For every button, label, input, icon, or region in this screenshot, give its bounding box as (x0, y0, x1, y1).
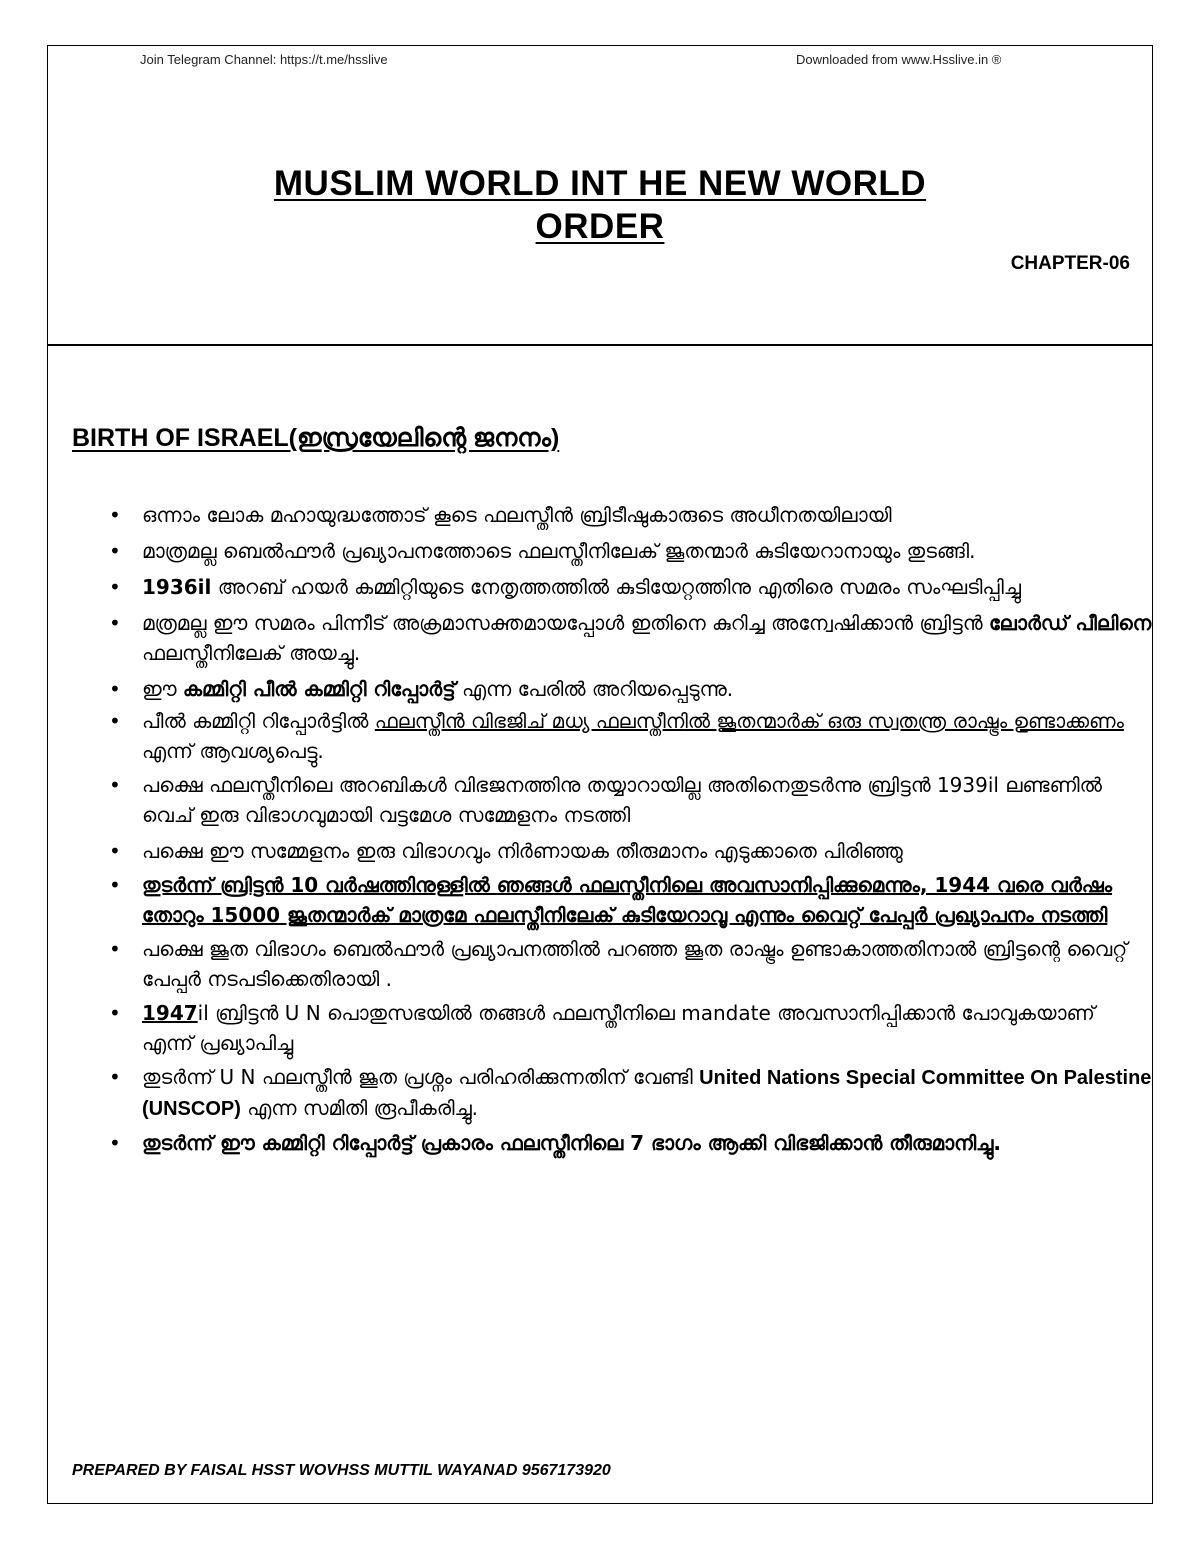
list-item: • പീൽ കമ്മിറ്റി റിപ്പോർട്ടിൽ ഫലസ്തീൻ വിഭജിച് മധ്യ ഫലസ്തീനിൽ ജൂതന്മാർക് ഒരു സ്വതന്ത്ര രാഷ്ട്രം ഉണ്ടാക്കണം എന്ന് ആവശ്യപെട്ടു. (142, 706, 1152, 766)
list-item: • മത്രമല്ല ഈ സമരം പിന്നീട് അക്രമാസക്തമായപ്പോൾ ഇതിനെ കുറിച്ച അന്വേഷിക്കാൻ ബ്രിട്ടൻ ലോർഡ് പീലിനെ ഫലസ്തീനിലേക് അയച്ചു. (142, 608, 1152, 668)
bullet-icon: • (109, 709, 121, 733)
bullet-icon: • (109, 503, 121, 527)
download-notice: Downloaded from www.Hsslive.in ® (796, 52, 1002, 67)
bullet-icon: • (109, 611, 121, 635)
header-divider (47, 344, 1153, 346)
bullet-icon: • (109, 1001, 121, 1025)
footer-credit: PREPARED BY FAISAL HSST WOVHSS MUTTIL WAYANAD 9567173920 (72, 1462, 611, 1479)
list-item: • തുടർന്ന് ബ്രിട്ടൻ 10 വർഷത്തിനുള്ളിൽ ഞങ്ങൾ ഫലസ്തീനിലെ അവസാനിപ്പിക്കുമെന്നും, 1944 വരെ വർഷം തോറും 15000 ജൂതന്മാർക് മാത്രമേ ഫലസ്തീനിലേക് കുടിയേറാവൂ എന്നും വൈറ്റ് പേപ്പർ പ്രഖ്യാപനം നടത്തി (142, 870, 1152, 930)
bullet-icon: • (109, 773, 121, 797)
bullet-icon: • (109, 539, 121, 563)
list-item: • 1947il ബ്രിട്ടൻ U N പൊതുസഭയിൽ തങ്ങൾ ഫലസ്തീനിലെ mandate അവസാനിപ്പിക്കാൻ പോവുകയാണ് എന്ന് പ്രഖ്യാപിച്ചു (142, 998, 1152, 1058)
list-item: • ഒന്നാം ലോക മഹായുദ്ധത്തോട് കൂടെ ഫലസ്തീൻ ബ്രിടീഷുകാരുടെ അധീനതയിലായി (142, 500, 1152, 530)
list-item: • ഈ കമ്മിറ്റി പീൽ കമ്മിറ്റി റിപ്പോർട്ട് എന്ന പേരിൽ അറിയപ്പെടുന്നു. (142, 674, 1152, 704)
year-1936: 1936il (142, 575, 212, 599)
bullet-icon: • (109, 1131, 121, 1155)
bullet-icon: • (109, 677, 121, 701)
bullet-list (100, 500, 1152, 1158)
list-item: • പക്ഷെ ഈ സമ്മേളനം ഇരു വിഭാഗവും നിർണായക തീരുമാനം എടുക്കാതെ പിരിഞ്ഞു (142, 836, 1152, 866)
bullet-icon: • (109, 839, 121, 863)
year-1947: 1947 (142, 1001, 198, 1025)
list-item: • തുടർന്ന് ഈ കമ്മിറ്റി റിപ്പോർട്ട് പ്രകാരം ഫലസ്തീനിലെ 7 ഭാഗം ആക്കി വിഭജിക്കാൻ തീരുമാനിച്ചു. (142, 1128, 1152, 1158)
bullet-icon: • (109, 937, 121, 961)
list-item: • മാത്രമല്ല ബെൽഫൗർ പ്രഖ്യാപനത്തോടെ ഫലസ്തീനിലേക് ജൂതന്മാർ കുടിയേറാനായും തുടങ്ങി. (142, 536, 1152, 566)
title-line-2: ORDER (535, 207, 665, 246)
document-title (0, 162, 1200, 248)
chapter-label: CHAPTER-06 (1010, 253, 1130, 274)
bullet-icon: • (109, 575, 121, 599)
telegram-notice: Join Telegram Channel: https://t.me/hsslive (140, 52, 388, 67)
list-item: • തുടർന്ന് U N ഫലസ്തീൻ ജൂത പ്രശ്നം പരിഹരിക്കുന്നതിന് വേണ്ടി United Nations Special Committee On Palestine (UNSCOP) എന്ന സമിതി രൂപീകരിച്ചു. (142, 1062, 1152, 1124)
section-heading: BIRTH OF ISRAEL(ഇസ്രയേലിന്റെ ജനനം) (72, 424, 560, 452)
bullet-icon: • (109, 873, 121, 897)
bullet-icon: • (109, 1065, 121, 1089)
list-item: • പക്ഷെ ഫലസ്തീനിലെ അറബികൾ വിഭജനത്തിനു തയ്യാറായില്ല അതിനെതുടർന്നു ബ്രിട്ടൻ 1939il ലണ്ടണിൽ വെച് ഇരു വിഭാഗവുമായി വട്ടമേശ സമ്മേളനം നടത്തി (142, 770, 1152, 830)
list-item: • 1936il അറബ് ഹയർ കമ്മിറ്റിയുടെ നേതൃത്തത്തിൽ കുടിയേറ്റത്തിനു എതിരെ സമരം സംഘടിപ്പിച്ചു (142, 572, 1152, 602)
list-item: • പക്ഷെ ജൂത വിഭാഗം ബെൽഫൗർ പ്രഖ്യാപനത്തിൽ പറഞ്ഞ ജൂത രാഷ്ട്രം ഉണ്ടാകാത്തതിനാൽ ബ്രിട്ടന്റെ വൈറ്റ് പേപ്പർ നടപടിക്കെതിരായി . (142, 934, 1152, 994)
title-line-1: MUSLIM WORLD INT HE NEW WORLD (273, 164, 927, 203)
